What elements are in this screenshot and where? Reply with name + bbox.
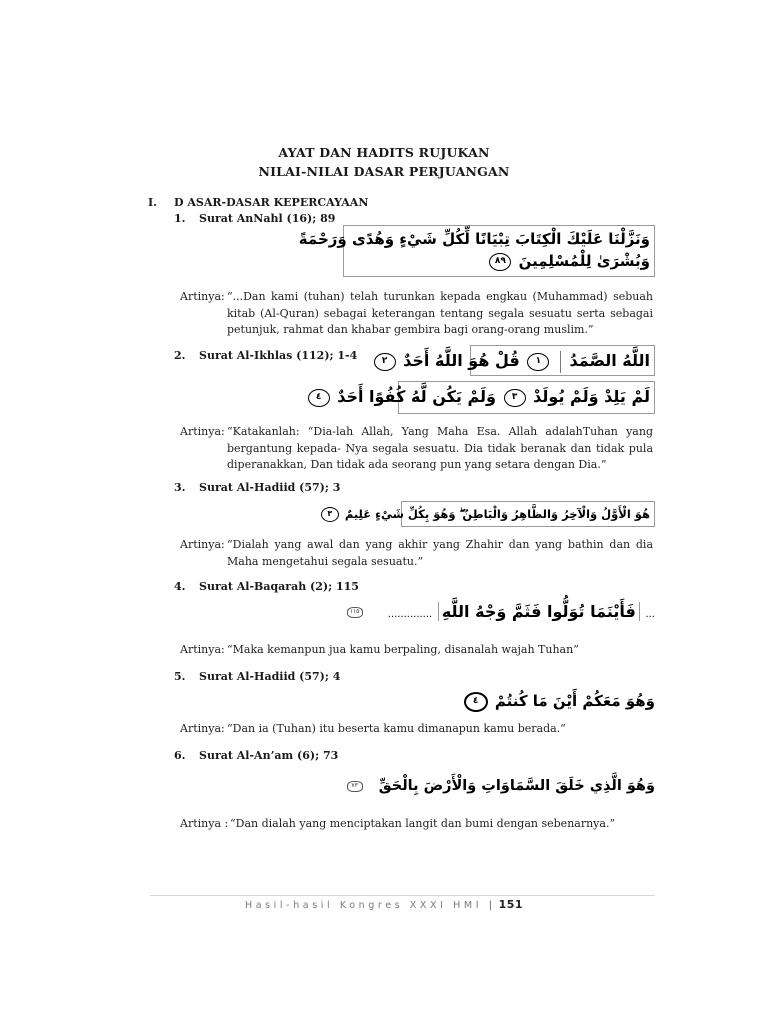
item-label: Surat Al-Baqarah (2); 115 [199,580,359,593]
artinya-text: “Dan ia (Tuhan) itu beserta kamu dimanapun kamu berada.“ [227,722,566,735]
footer-text: Hasil-hasil Kongres XXXI HMI [244,900,483,911]
ayah-number-marker: ٣ [504,389,526,407]
page-footer [0,898,768,911]
item-number: 2. [174,349,186,362]
item-label: Surat Al-Hadiid (57); 4 [199,670,341,683]
ayah-number-marker: ٣ [321,507,339,522]
section-title: D ASAR-DASAR KEPERCAYAAN [174,196,369,209]
artinya-text: “Katakanlah: “Dia-lah Allah, Yang Maha Esa. Allah adalahTuhan yang bergantung kepada- Nya segala sesuatu. Dia tidak beranak dan tidak pula diperanakkan, Dan tidak ada seorang pun yang setara dengan Dia.” [227,425,653,471]
arabic-line: وَنَزَّلْنَا عَلَيْكَ الْكِتَابَ تِبْيَانًا لِّكُلِّ شَيْءٍ وَهُدًى وَرَحْمَةً [298,230,650,248]
arabic-text: لَمْ يَلِدْ وَلَمْ يُولَدْ [533,387,650,406]
artinya-text: “Dan dialah yang menciptakan langit dan bumi dengan sebenarnya.” [230,817,616,830]
arabic-text: وَبُشْرَىٰ لِلْمُسْلِمِينَ [518,252,650,270]
section-number: I. [148,196,157,209]
item-2-translation [180,424,653,474]
item-number: 1. [174,212,186,225]
item-2-arabic-verse-2 [315,381,655,414]
footer-separator: | [488,900,492,911]
item-label: Surat Al-An’am (6); 73 [199,749,339,762]
ayah-number-marker: ٤ [464,692,488,712]
arabic-text: فَأَيْنَمَا تُوَلُّوا فَثَمَّ وَجْهُ اللَّهِ [438,602,640,621]
artinya-label: Artinya: [180,425,225,438]
arabic-line-2 [348,250,650,272]
item-5-translation [180,721,653,738]
item-number: 4. [174,580,186,593]
artinya-text: “Dialah yang awal dan yang akhir yang Zhahir dan yang bathin dan dia Maha mengetahui segala sesuatu.” [227,538,653,568]
page-subtitle: NILAI-NILAI DASAR PERJUANGAN [258,164,510,179]
item-4-translation [180,642,653,659]
item-5-arabic-verse [472,688,655,716]
ellipsis-left: .............. [387,609,433,620]
artinya-label: Artinya: [180,643,225,656]
artinya-label: Artinya: [180,290,225,303]
arabic-text: قُلْ هُوَ اللَّهُ أَحَدٌ [403,351,520,370]
arabic-text: وَهُوَ مَعَكُمْ أَيْنَ مَا كُنتُمْ [494,692,655,710]
artinya-text: “...Dan kami (tuhan) telah turunkan kepada engkau (Muhammad) sebuah kitab (Al-Quran) sebagai keterangan tentang segala sesuatu serta sebagai petunjuk, rahmat dan khabar gembira bagi orang-orang muslim.” [227,290,653,336]
ayah-number-marker: ٢ [374,353,396,371]
item-1-translation [180,289,653,339]
item-number: 3. [174,481,186,494]
arabic-text: هُوَ الْأَوَّلُ وَالْآخِرُ وَالظَّاهِرُ وَالْبَاطِنُ ۖ وَهُوَ بِكُلِّ شَيْءٍ عَلِيمٌ [344,507,650,521]
arabic-text: وَلَمْ يَكُن لَّهُ كُفُوًا أَحَدٌ [337,387,496,406]
ayah-number-marker: ٨٩ [489,253,511,271]
item-4-arabic-verse [349,598,655,628]
artinya-label: Artinya: [180,538,225,551]
item-1-arabic-verse [298,225,655,277]
item-label: Surat AnNahl (16); 89 [199,212,336,225]
item-6-arabic-verse [351,772,655,802]
item-label: Surat Al-Ikhlas (112); 1-4 [199,349,358,362]
ellipsis-right: ... [645,609,655,620]
item-number: 5. [174,670,186,683]
item-3-translation [180,537,653,571]
ayah-number-marker: ١ [527,353,549,371]
arabic-text: اللَّهُ الصَّمَدُ [569,351,650,370]
artinya-label: Artinya: [180,722,225,735]
item-6-translation [180,816,653,833]
artinya-text: “Maka kemanpun jua kamu berpaling, disanalah wajah Tuhan” [227,643,579,656]
page-number: 151 [498,898,524,911]
artinya-label: Artinya : [180,817,229,830]
arabic-text: وَهُوَ الَّذِي خَلَقَ السَّمَاوَاتِ وَالْأَرْضَ بِالْحَقِّ [378,778,655,794]
ayah-number-marker: ٧٣ [347,781,363,792]
ayah-number-marker: ٤ [308,389,330,407]
ayah-number-marker: ١١٥ [347,607,363,618]
item-3-arabic-verse [327,501,655,527]
item-label: Surat Al-Hadiid (57); 3 [199,481,341,494]
item-2-arabic-verse-1 [381,345,655,376]
item-number: 6. [174,749,186,762]
page-title: AYAT DAN HADITS RUJUKAN [278,145,490,160]
footer-divider [150,895,655,896]
